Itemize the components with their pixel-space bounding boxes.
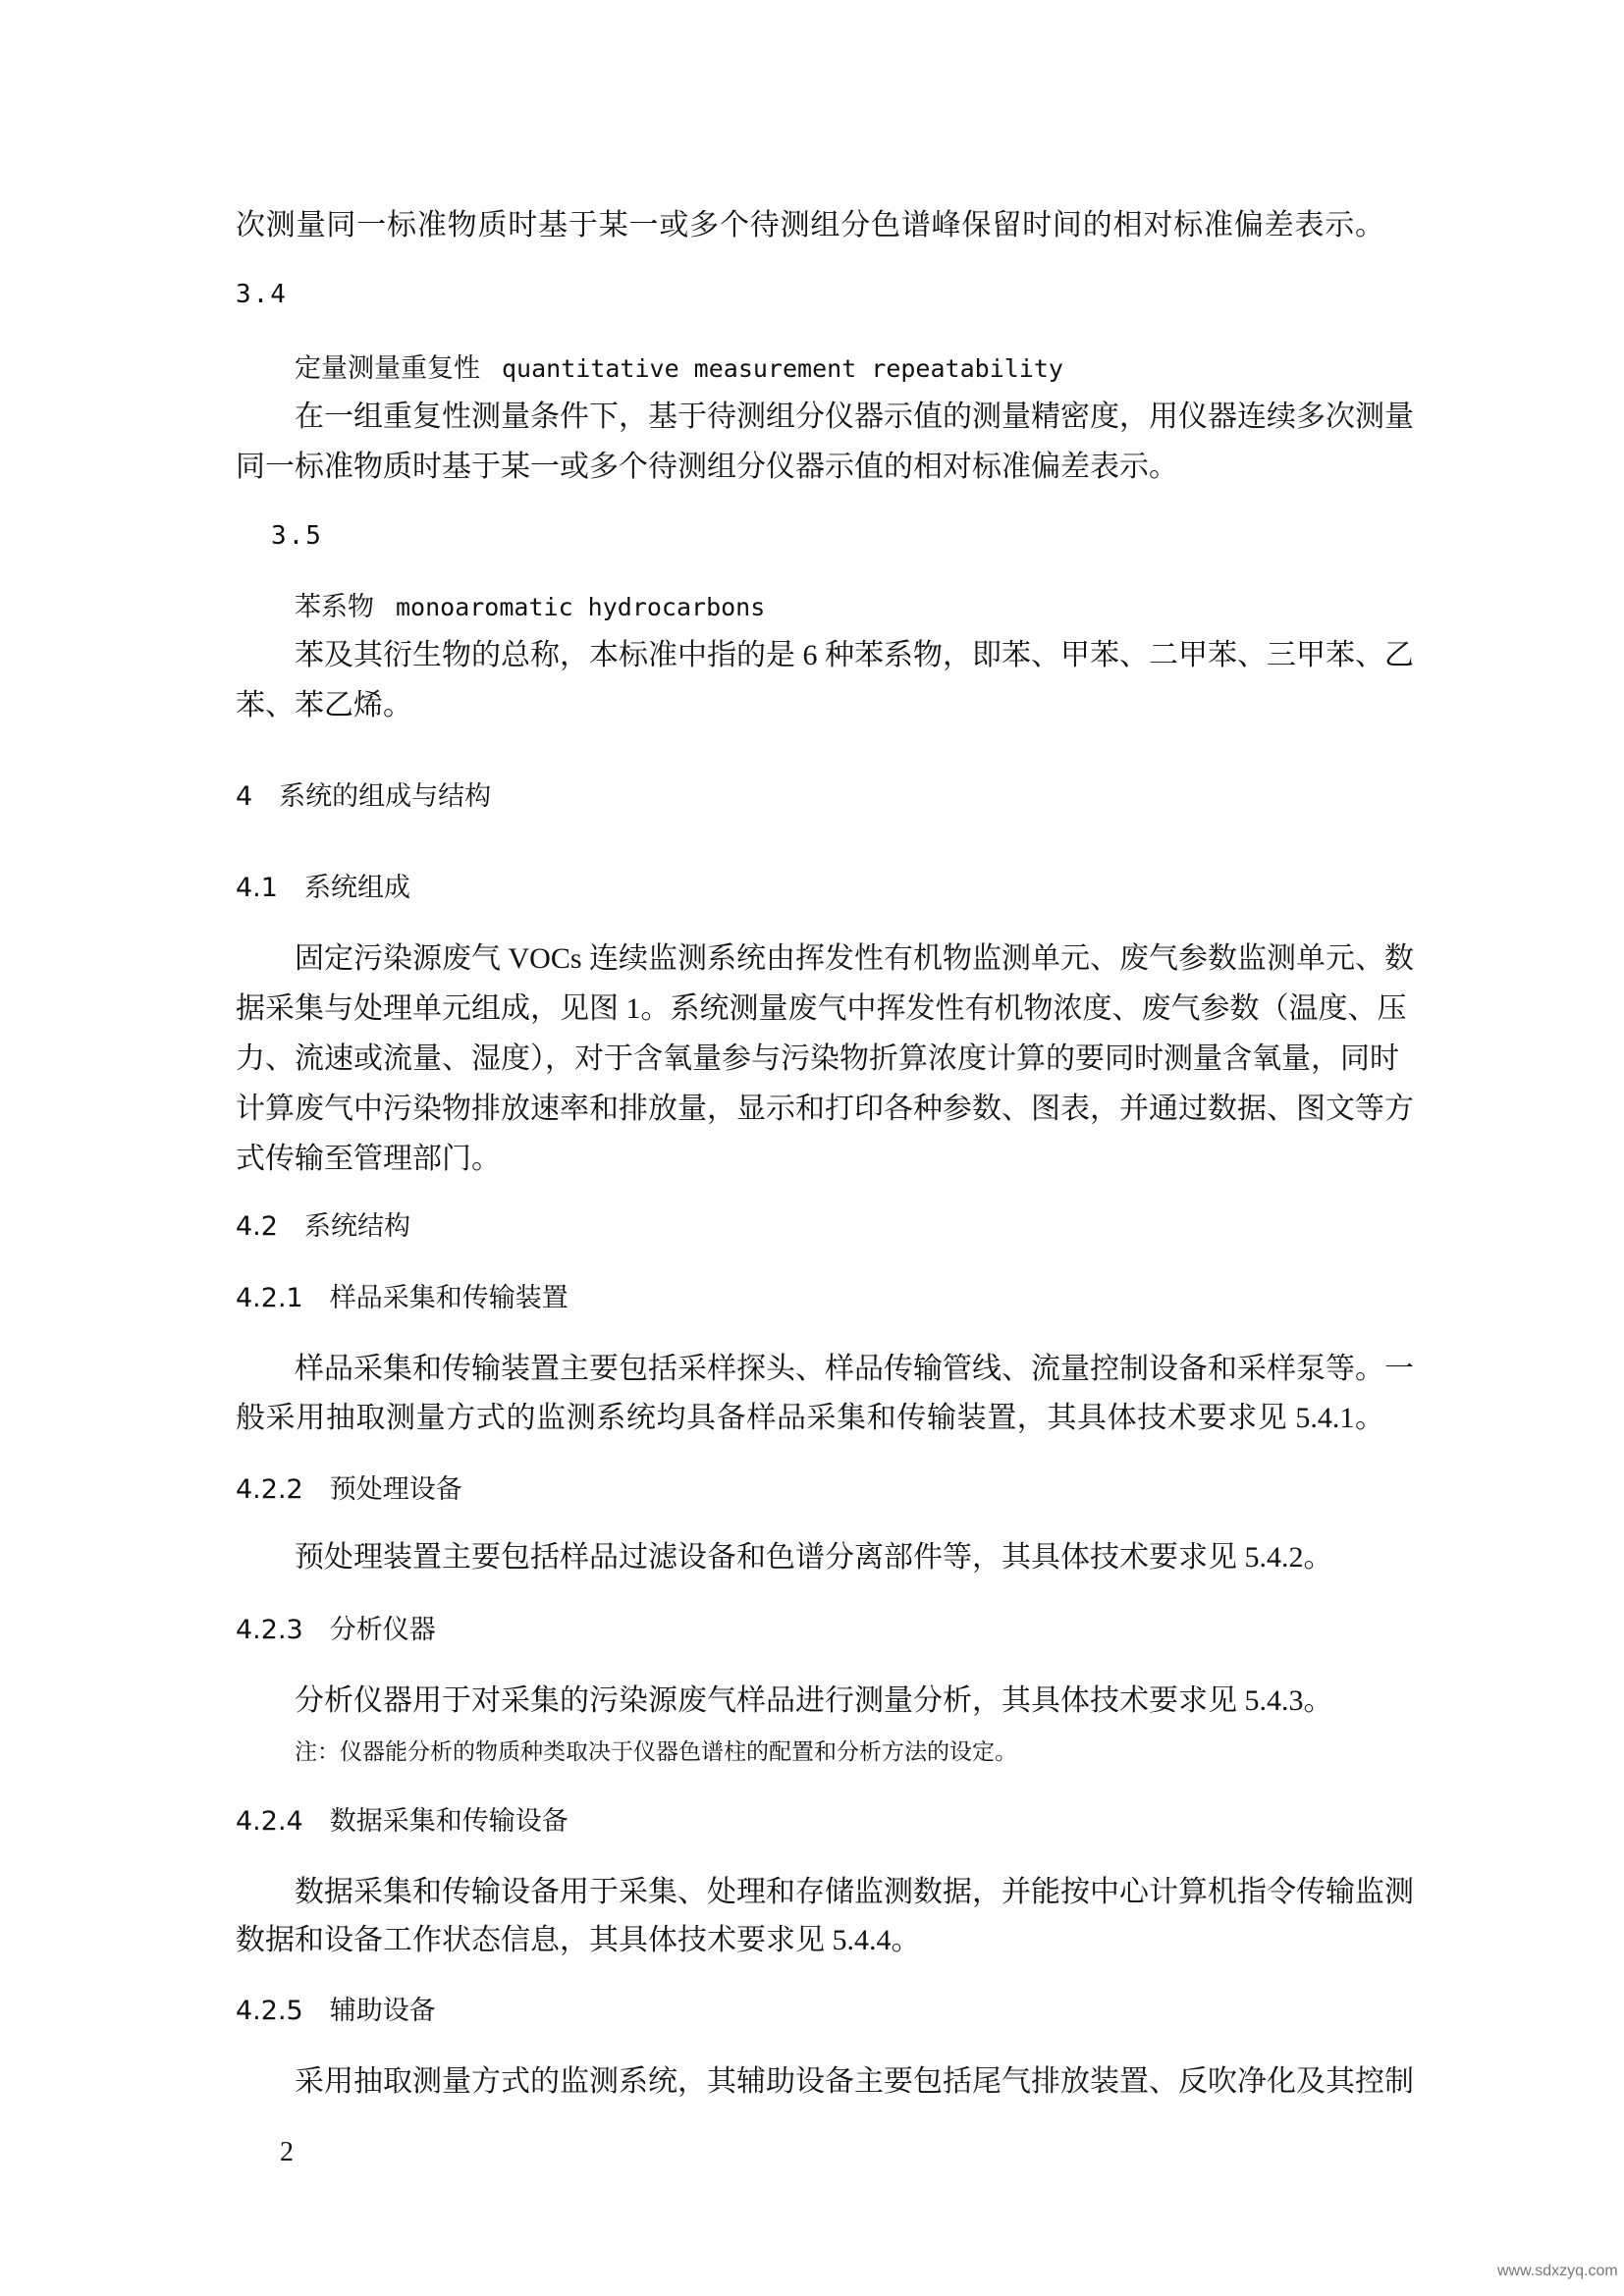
section-heading: 4.2 系统结构 <box>236 1211 410 1242</box>
text-line: 计算废气中污染物排放速率和排放量，显示和打印各种参数、图表，并通过数据、图文等方 <box>236 1093 1414 1125</box>
text-line: 在一组重复性测量条件下，基于待测组分仪器示值的测量精密度，用仪器连续多次测量 <box>295 400 1414 433</box>
section-heading: 4 系统的组成与结构 <box>236 781 492 812</box>
text-line: 同一标准物质时基于某一或多个待测组分仪器示值的相对标准偏差表示。 <box>236 451 1178 483</box>
term-title <box>295 348 1384 389</box>
term-en: quantitative measurement repeatability <box>502 354 1063 383</box>
note-text: 注：仪器能分析的物质种类取决于仪器色谱柱的配置和分析方法的设定。 <box>295 1739 1017 1764</box>
term-title <box>295 587 1384 627</box>
text-line: 样品采集和传输装置主要包括采样探头、样品传输管线、流量控制设备和采样泵等。一 <box>295 1353 1414 1385</box>
text-line: 苯及其衍生物的总称，本标准中指的是 6 种苯系物，即苯、甲苯、二甲苯、三甲苯、乙 <box>295 639 1414 671</box>
watermark: www.sdxzyq.com <box>1497 2263 1618 2279</box>
section-heading: 4.1 系统组成 <box>236 873 410 903</box>
text-line: 采用抽取测量方式的监测系统，其辅助设备主要包括尾气排放装置、反吹净化及其控制 <box>295 2065 1414 2098</box>
section-heading: 4.2.3 分析仪器 <box>236 1615 436 1645</box>
section-heading: 4.2.2 预处理设备 <box>236 1474 462 1505</box>
text-line: 固定污染源废气 VOCs 连续监测系统由挥发性有机物监测单元、废气参数监测单元、数 <box>295 942 1415 975</box>
clause-number: 3.4 <box>236 280 288 309</box>
section-heading: 4.2.5 辅助设备 <box>236 1996 436 2026</box>
text-line: 预处理装置主要包括样品过滤设备和色谱分离部件等，其具体技术要求见 5.4.2。 <box>295 1541 1333 1574</box>
text-line: 苯、苯乙烯。 <box>236 689 412 721</box>
text-line: 据采集与处理单元组成，见图 1。系统测量废气中挥发性有机物浓度、废气参数（温度、压 <box>236 992 1407 1025</box>
term-cn: 苯系物 <box>295 592 374 622</box>
term-en: monoaromatic hydrocarbons <box>396 593 766 621</box>
term-cn: 定量测量重复性 <box>295 353 480 384</box>
clause-number: 3.5 <box>271 521 323 551</box>
text-line: 分析仪器用于对采集的污染源废气样品进行测量分析，其具体技术要求见 5.4.3。 <box>295 1684 1333 1717</box>
text-line: 次测量同一标准物质时基于某一或多个待测组分色谱峰保留时间的相对标准偏差表示。 <box>236 209 1384 241</box>
text-line: 力、流速或流量、湿度），对于含氧量参与污染物折算浓度计算的要同时测量含氧量，同时 <box>236 1042 1399 1075</box>
text-line: 般采用抽取测量方式的监测系统均具备样品采集和传输装置，其具体技术要求见 5.4.1。 <box>236 1402 1384 1434</box>
page-number: 2 <box>280 2137 294 2167</box>
text-line: 数据采集和传输设备用于采集、处理和存储监测数据，并能按中心计算机指令传输监测 <box>295 1876 1414 1908</box>
section-heading: 4.2.1 样品采集和传输装置 <box>236 1283 568 1313</box>
text-line: 式传输至管理部门。 <box>236 1143 501 1175</box>
section-heading: 4.2.4 数据采集和传输设备 <box>236 1806 568 1837</box>
text-line: 数据和设备工作状态信息，其具体技术要求见 5.4.4。 <box>236 1924 921 1956</box>
